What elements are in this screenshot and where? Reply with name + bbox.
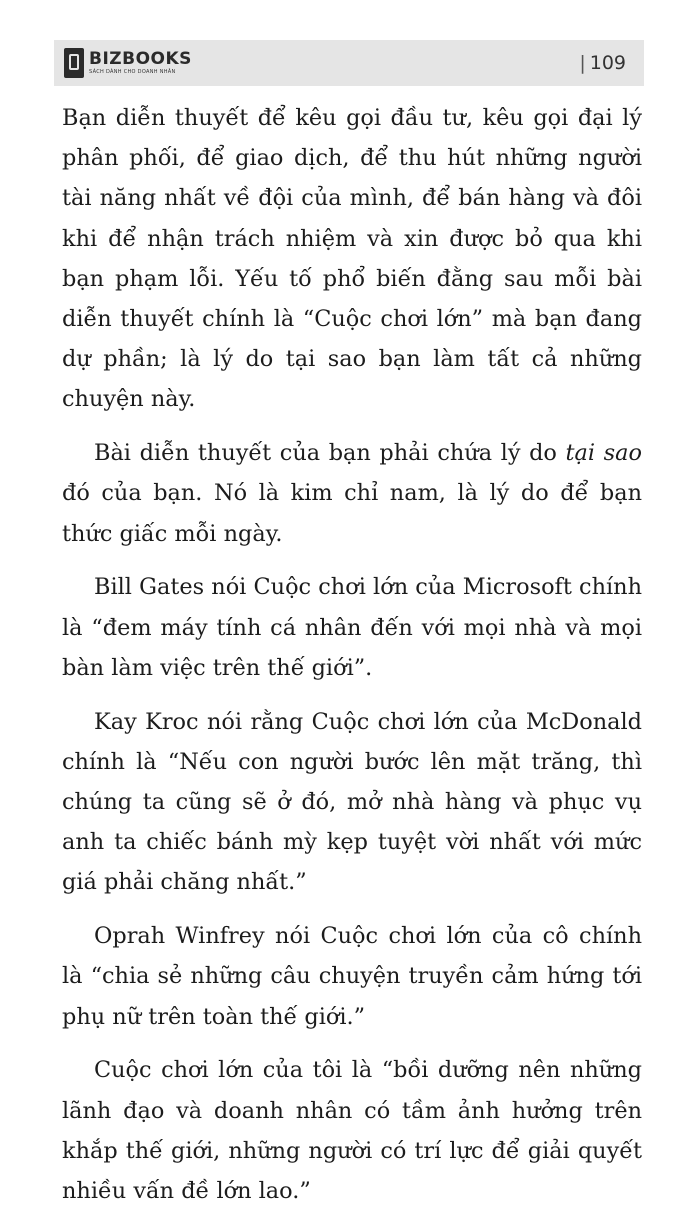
publisher-logo	[64, 44, 192, 82]
page-number: | 109	[579, 52, 626, 74]
page-body	[62, 98, 642, 1225]
paragraph-3: Bill Gates nói Cuộc chơi lớn của Microsoft chính là “đem máy tính cá nhân đến với mọi nhà và mọi bàn làm việc trên thế giới”.	[62, 574, 642, 681]
logo-name: BIZBOOKS	[89, 49, 192, 69]
paragraph-4: Kay Kroc nói rằng Cuộc chơi lớn của McDonald chính là “Nếu con người bước lên mặt trăng, thì chúng ta cũng sẽ ở đó, mở nhà hàng và phục vụ anh ta chiếc bánh mỳ kẹp tuyệt vời nhất với mức giá phải chăng nhất.”	[62, 708, 642, 896]
paragraph-6: Cuộc chơi lớn của tôi là “bồi dưỡng nên những lãnh đạo và doanh nhân có tầm ảnh hưởng trên khắp thế giới, những người có trí lực để giải quyết nhiều vấn đề lớn lao.”	[62, 1057, 642, 1205]
logo-tagline: SÁCH DÀNH CHO DOANH NHÂN	[89, 69, 176, 75]
paragraph-5: Oprah Winfrey nói Cuộc chơi lớn của cô chính là “chia sẻ những câu chuyện truyền cảm hứng tới phụ nữ trên toàn thế giới.”	[62, 923, 642, 1030]
emphasis-text: tại sao	[565, 440, 642, 467]
paragraph-2: Bài diễn thuyết của bạn phải chứa lý do tại sao đó của bạn. Nó là kim chỉ nam, là lý do để bạn thức giấc mỗi ngày.	[62, 440, 642, 547]
book-logo-icon	[64, 48, 84, 78]
paragraph-1: Bạn diễn thuyết để kêu gọi đầu tư, kêu gọi đại lý phân phối, để giao dịch, để thu hút những người tài năng nhất về đội của mình, để bán hàng và đôi khi để nhận trách nhiệm và xin được bỏ qua khi bạn phạm lỗi. Yếu tố phổ biến đằng sau mỗi bài diễn thuyết chính là “Cuộc chơi lớn” mà bạn đang dự phần; là lý do tại sao bạn làm tất cả những chuyện này.	[62, 105, 642, 413]
page-header	[54, 40, 644, 86]
